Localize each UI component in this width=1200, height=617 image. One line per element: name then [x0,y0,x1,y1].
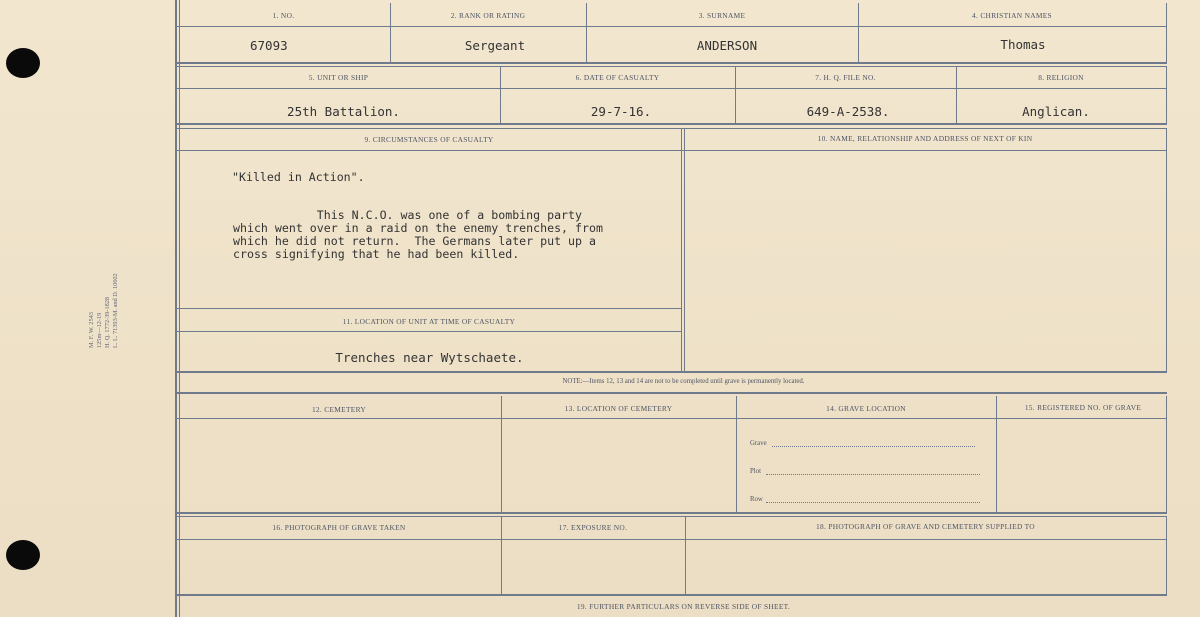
location-label: 11. LOCATION OF UNIT AT TIME OF CASUALTY [342,317,516,326]
row3-top-rule [177,128,1167,129]
plot-field-line [766,474,980,475]
row1-caption-rule [177,26,1167,27]
circumstances-divider [681,128,682,371]
form-print-code [88,248,120,348]
plot-field-label: Plot [750,468,761,475]
circumstances-heading: "Killed in Action". [232,170,365,184]
print-code-line: M. F. W. 2543 [88,312,95,348]
photo-supplied-label: 18. PHOTOGRAPH OF GRAVE AND CEMETERY SUPPLIED TO [816,522,1035,531]
date-label: 6. DATE OF CASUALTY [575,73,660,82]
cemetery-divider [1166,396,1167,513]
photo-caption-rule [177,539,1167,540]
religion-label: 8. RELIGION [1038,73,1084,82]
registered-no-label: 15. REGISTERED NO. OF GRAVE [1024,403,1142,412]
rank-value: Sergeant [464,38,526,53]
cemetery-label: 12. CEMETERY [311,405,367,414]
date-value: 29-7-16. [590,104,652,119]
circumstances-text: This N.C.O. was one of a bombing party which went over in a raid on the enemy trenches, from which he did not return. The Germans later put up a cross signifying that he had been killed. [233,208,603,261]
print-code-line: L. L. 71393-M. and D. 10602 [112,273,119,348]
print-code-line: H. Q. 1772-39-1828 [104,296,111,348]
note-text: NOTE:—Items 12, 13 and 14 are not to be completed until grave is permanently located. [562,378,805,385]
service-number: 67093 [250,38,288,53]
cemetery-location-label: 13. LOCATION OF CEMETERY [564,404,673,413]
note-bottom-rule [177,392,1167,394]
punch-hole-bottom [6,540,40,570]
row2-caption-rule [177,88,1167,89]
cemetery-divider [501,396,502,513]
photo-top-rule [177,516,1167,517]
photo-taken-label: 16. PHOTOGRAPH OF GRAVE TAKEN [272,523,406,532]
row3-caption-rule [177,150,1167,151]
kin-right-rule [1166,128,1167,371]
row-field-line [766,502,980,503]
row2-divider [1166,66,1167,124]
cemetery-bottom-rule [177,512,1167,514]
footer-note: 19. FURTHER PARTICULARS ON REVERSE SIDE OF SHEET. [576,602,791,611]
christian-names-label: 4. CHRISTIAN NAMES [972,11,1052,20]
unit-value: 25th Battalion. [287,104,400,119]
row2-top-rule [177,66,1167,67]
exposure-label: 17. EXPOSURE NO. [558,523,628,532]
row1-divider [1166,3,1167,63]
hq-file-value: 649-A-2538. [806,104,890,119]
no-label: 1. NO. [272,11,295,20]
location-caption-rule [177,331,682,332]
unit-label: 5. UNIT OR SHIP [308,73,369,82]
christian-names-value: Thomas [1000,37,1046,52]
religion-value: Anglican. [1022,104,1090,119]
cemetery-caption-rule [177,418,1167,419]
hq-file-label: 7. H. Q. FILE NO. [815,73,876,82]
row2-bottom-rule [177,123,1167,125]
photo-bottom-rule [177,594,1167,596]
surname-value: ANDERSON [696,38,758,53]
row-field-label: Row [750,496,763,503]
location-top-rule [177,308,682,309]
photo-divider [1166,516,1167,595]
cemetery-divider [736,396,737,513]
grave-field-label: Grave [750,440,767,447]
note-top-rule [177,371,1167,373]
grave-location-label: 14. GRAVE LOCATION [826,404,906,413]
punch-hole-top [6,48,40,78]
circumstances-divider-inner [684,128,685,371]
location-value: Trenches near Wytschaete. [335,350,524,365]
print-code-line: 125m—12-19 [96,312,103,348]
grave-field-line [772,446,975,447]
cemetery-divider [996,396,997,513]
row1-bottom-rule [177,62,1167,64]
next-of-kin-label: 10. NAME, RELATIONSHIP AND ADDRESS OF NEXT OF KIN [817,134,1033,143]
circumstances-label: 9. CIRCUMSTANCES OF CASUALTY [364,135,494,144]
surname-label: 3. SURNAME [698,11,746,20]
rank-label: 2. RANK OR RATING [450,11,526,20]
